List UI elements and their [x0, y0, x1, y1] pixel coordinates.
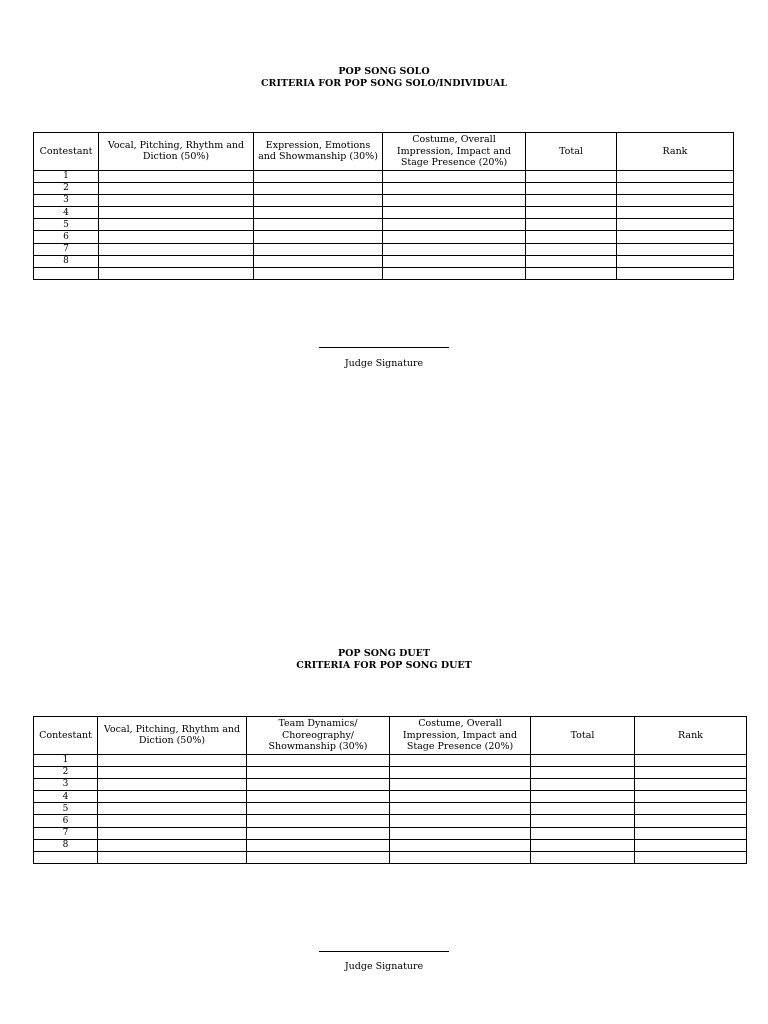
total-cell[interactable]	[526, 243, 617, 255]
total-cell[interactable]	[531, 852, 635, 864]
vocal-score-cell[interactable]	[98, 766, 247, 778]
contestant-number-cell: 7	[34, 827, 98, 839]
costume-score-cell[interactable]	[390, 827, 531, 839]
contestant-number-cell: 4	[34, 207, 99, 219]
criteria-2-score-cell[interactable]	[254, 231, 383, 243]
duet-heading	[0, 648, 768, 672]
solo-header-rank: Rank	[617, 133, 734, 171]
vocal-score-cell[interactable]	[99, 231, 254, 243]
vocal-score-cell[interactable]	[98, 803, 247, 815]
total-cell[interactable]	[526, 231, 617, 243]
solo-signature-label: Judge Signature	[344, 358, 424, 369]
total-cell[interactable]	[531, 754, 635, 766]
rank-cell[interactable]	[617, 231, 734, 243]
duet-header-costume: Costume, Overall Impression, Impact and Stage Presence (20%)	[390, 717, 531, 755]
costume-score-cell[interactable]	[383, 268, 526, 280]
solo-signature-line	[319, 347, 449, 348]
contestant-number-cell: 1	[34, 170, 99, 182]
solo-table-row	[34, 268, 734, 280]
total-cell[interactable]	[531, 778, 635, 790]
rank-cell[interactable]	[635, 827, 747, 839]
criteria-2-score-cell[interactable]	[247, 803, 390, 815]
costume-score-cell[interactable]	[390, 791, 531, 803]
solo-table-row	[34, 231, 734, 243]
total-cell[interactable]	[531, 766, 635, 778]
total-cell[interactable]	[531, 791, 635, 803]
vocal-score-cell[interactable]	[99, 207, 254, 219]
vocal-score-cell[interactable]	[98, 791, 247, 803]
solo-table-row	[34, 243, 734, 255]
duet-header-rank: Rank	[635, 717, 747, 755]
duet-score-table	[33, 716, 747, 864]
contestant-number-cell: 8	[34, 839, 98, 851]
solo-header-vocal: Vocal, Pitching, Rhythm and Diction (50%)	[99, 133, 254, 171]
criteria-2-score-cell[interactable]	[247, 815, 390, 827]
solo-table-row	[34, 219, 734, 231]
solo-header-total: Total	[526, 133, 617, 171]
criteria-2-score-cell[interactable]	[247, 778, 390, 790]
vocal-score-cell[interactable]	[98, 852, 247, 864]
rank-cell[interactable]	[635, 778, 747, 790]
solo-table-row	[34, 255, 734, 267]
costume-score-cell[interactable]	[383, 243, 526, 255]
duet-header-contestant: Contestant	[34, 717, 98, 755]
total-cell[interactable]	[526, 170, 617, 182]
vocal-score-cell[interactable]	[99, 219, 254, 231]
solo-header-row	[34, 133, 734, 171]
solo-table-row	[34, 170, 734, 182]
costume-score-cell[interactable]	[390, 803, 531, 815]
contestant-number-cell: 2	[34, 182, 99, 194]
duet-header-total: Total	[531, 717, 635, 755]
solo-table-row	[34, 194, 734, 206]
vocal-score-cell[interactable]	[98, 815, 247, 827]
costume-score-cell[interactable]	[390, 852, 531, 864]
solo-header-costume: Costume, Overall Impression, Impact and Stage Presence (20%)	[383, 133, 526, 171]
total-cell[interactable]	[526, 268, 617, 280]
total-cell[interactable]	[526, 219, 617, 231]
total-cell[interactable]	[526, 194, 617, 206]
contestant-number-cell: 2	[34, 766, 98, 778]
costume-score-cell[interactable]	[390, 778, 531, 790]
rank-cell[interactable]	[635, 803, 747, 815]
contestant-number-cell: 3	[34, 778, 98, 790]
costume-score-cell[interactable]	[383, 182, 526, 194]
solo-table-row	[34, 182, 734, 194]
duet-table-row	[34, 766, 747, 778]
duet-signature-line	[319, 951, 449, 952]
vocal-score-cell[interactable]	[99, 182, 254, 194]
criteria-2-score-cell[interactable]	[247, 754, 390, 766]
rank-cell[interactable]	[617, 207, 734, 219]
rank-cell[interactable]	[635, 852, 747, 864]
duet-header-vocal: Vocal, Pitching, Rhythm and Diction (50%)	[98, 717, 247, 755]
criteria-2-score-cell[interactable]	[254, 243, 383, 255]
vocal-score-cell[interactable]	[98, 827, 247, 839]
duet-table-row	[34, 815, 747, 827]
contestant-number-cell: 5	[34, 219, 99, 231]
duet-table-row	[34, 839, 747, 851]
duet-title: POP SONG DUET	[338, 648, 430, 659]
costume-score-cell[interactable]	[390, 839, 531, 851]
costume-score-cell[interactable]	[390, 766, 531, 778]
rank-cell[interactable]	[617, 268, 734, 280]
duet-header-row	[34, 717, 747, 755]
duet-table-row	[34, 754, 747, 766]
criteria-2-score-cell[interactable]	[254, 207, 383, 219]
costume-score-cell[interactable]	[390, 754, 531, 766]
rank-cell[interactable]	[617, 194, 734, 206]
criteria-2-score-cell[interactable]	[247, 827, 390, 839]
duet-subtitle: CRITERIA FOR POP SONG DUET	[296, 660, 472, 671]
duet-table-row	[34, 827, 747, 839]
criteria-2-score-cell[interactable]	[254, 194, 383, 206]
solo-subtitle: CRITERIA FOR POP SONG SOLO/INDIVIDUAL	[260, 78, 508, 89]
contestant-number-cell: 4	[34, 791, 98, 803]
total-cell[interactable]	[531, 839, 635, 851]
contestant-number-cell: 3	[34, 194, 99, 206]
criteria-2-score-cell[interactable]	[247, 791, 390, 803]
solo-header-expression: Expression, Emotions and Showmanship (30%)	[254, 133, 383, 171]
duet-signature-label: Judge Signature	[344, 961, 424, 972]
contestant-number-cell: 1	[34, 754, 98, 766]
rank-cell[interactable]	[635, 754, 747, 766]
total-cell[interactable]	[531, 815, 635, 827]
costume-score-cell[interactable]	[383, 194, 526, 206]
contestant-number-cell: 6	[34, 815, 98, 827]
rank-cell[interactable]	[617, 243, 734, 255]
rank-cell[interactable]	[635, 766, 747, 778]
contestant-number-cell: 5	[34, 803, 98, 815]
vocal-score-cell[interactable]	[99, 170, 254, 182]
vocal-score-cell[interactable]	[98, 839, 247, 851]
contestant-number-cell	[34, 852, 98, 864]
vocal-score-cell[interactable]	[99, 255, 254, 267]
solo-score-table	[33, 132, 734, 280]
costume-score-cell[interactable]	[383, 231, 526, 243]
vocal-score-cell[interactable]	[98, 778, 247, 790]
rank-cell[interactable]	[635, 815, 747, 827]
criteria-2-score-cell[interactable]	[254, 170, 383, 182]
criteria-2-score-cell[interactable]	[254, 268, 383, 280]
costume-score-cell[interactable]	[383, 170, 526, 182]
total-cell[interactable]	[526, 207, 617, 219]
duet-table-row	[34, 803, 747, 815]
costume-score-cell[interactable]	[383, 207, 526, 219]
costume-score-cell[interactable]	[383, 219, 526, 231]
costume-score-cell[interactable]	[390, 815, 531, 827]
criteria-2-score-cell[interactable]	[247, 766, 390, 778]
duet-table-row	[34, 778, 747, 790]
total-cell[interactable]	[526, 255, 617, 267]
contestant-number-cell: 6	[34, 231, 99, 243]
rank-cell[interactable]	[617, 170, 734, 182]
criteria-2-score-cell[interactable]	[247, 839, 390, 851]
vocal-score-cell[interactable]	[99, 194, 254, 206]
rank-cell[interactable]	[635, 791, 747, 803]
rank-cell[interactable]	[617, 182, 734, 194]
rank-cell[interactable]	[635, 839, 747, 851]
duet-table-row	[34, 791, 747, 803]
rank-cell[interactable]	[617, 219, 734, 231]
vocal-score-cell[interactable]	[98, 754, 247, 766]
criteria-2-score-cell[interactable]	[254, 219, 383, 231]
duet-header-team-dynamics: Team Dynamics/ Choreography/ Showmanship (30%)	[247, 717, 390, 755]
solo-table-row	[34, 207, 734, 219]
vocal-score-cell[interactable]	[99, 243, 254, 255]
contestant-number-cell	[34, 268, 99, 280]
solo-header-contestant: Contestant	[34, 133, 99, 171]
contestant-number-cell: 7	[34, 243, 99, 255]
solo-title: POP SONG SOLO	[338, 66, 430, 77]
costume-score-cell[interactable]	[383, 255, 526, 267]
total-cell[interactable]	[531, 827, 635, 839]
vocal-score-cell[interactable]	[99, 268, 254, 280]
total-cell[interactable]	[526, 182, 617, 194]
criteria-2-score-cell[interactable]	[254, 182, 383, 194]
contestant-number-cell: 8	[34, 255, 99, 267]
solo-heading	[0, 66, 768, 90]
criteria-2-score-cell[interactable]	[254, 255, 383, 267]
total-cell[interactable]	[531, 803, 635, 815]
rank-cell[interactable]	[617, 255, 734, 267]
duet-table-row	[34, 852, 747, 864]
criteria-2-score-cell[interactable]	[247, 852, 390, 864]
